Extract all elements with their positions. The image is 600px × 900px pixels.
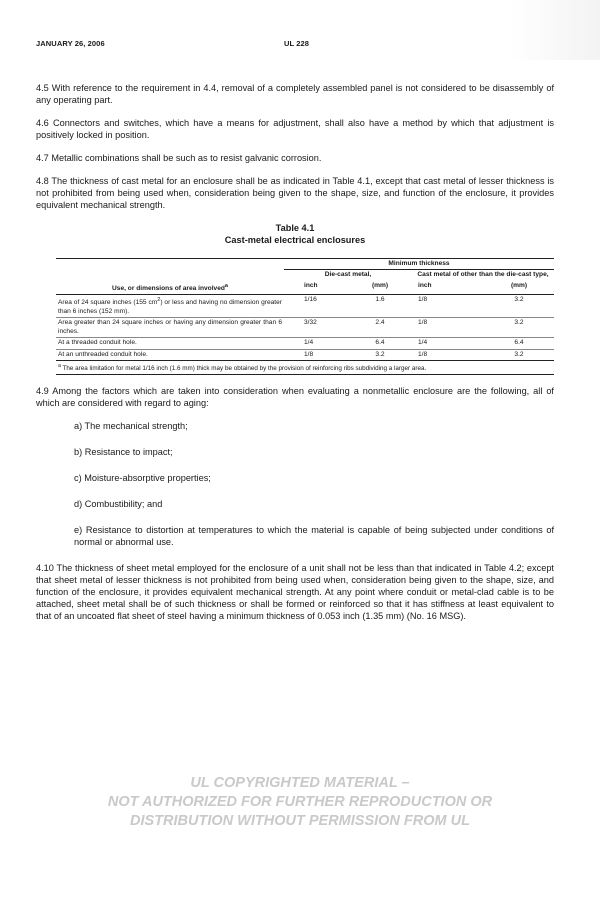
- row-die-inch: 1/16: [284, 295, 348, 318]
- table-row: [56, 349, 554, 360]
- row-other-mm: 3.2: [484, 349, 554, 360]
- footnote-text: The area limitation for metal 1/16 inch (1.6 mm) thick may be obtained by the provision of reinforcing ribs subdividing a larger area.: [62, 365, 427, 373]
- use-column-label: Use, or dimensions of area involved: [112, 285, 225, 292]
- row-use: At a threaded conduit hole.: [56, 338, 284, 349]
- row-use-text: Area of 24 square inches (155 cm: [58, 299, 158, 307]
- table-4-1: [56, 258, 554, 375]
- row-die-mm: 6.4: [348, 338, 412, 349]
- row-other-inch: 1/8: [412, 349, 484, 360]
- other-inch-header: inch: [412, 281, 484, 295]
- die-inch-header: inch: [284, 281, 348, 295]
- table-title: Cast-metal electrical enclosures: [224, 235, 366, 245]
- row-die-mm: 1.6: [348, 295, 412, 318]
- page-edge-shadow: [510, 0, 600, 60]
- table-heading: [36, 222, 554, 246]
- list-item: e) Resistance to distortion at temperatures to which the material is capable of being subjected under conditions of normal or abnormal use.: [74, 525, 554, 548]
- die-mm-header: (mm): [348, 281, 412, 295]
- die-cast-header: Die-cast metal,: [324, 271, 372, 279]
- list-item: a) The mechanical strength;: [74, 421, 188, 432]
- paragraph-4-9: 4.9 Among the factors which are taken into consideration when evaluating a nonmetallic enclosure are the following, all of which are considered with regard to aging:: [36, 386, 554, 409]
- table-number: Table 4.1: [275, 223, 315, 233]
- body-text: [36, 82, 554, 633]
- row-other-inch: 1/8: [412, 295, 484, 318]
- row-die-mm: 2.4: [348, 318, 412, 338]
- watermark-line-1: UL COPYRIGHTED MATERIAL –: [190, 775, 410, 791]
- header-date: JANUARY 26, 2006: [36, 39, 105, 48]
- row-other-mm: 6.4: [484, 338, 554, 349]
- paragraph-4-10: 4.10 The thickness of sheet metal employed for the enclosure of a unit shall not be less than that indicated in Table 4.2; except that sheet metal of lesser thickness is not prohibited from being used when, consideration being given to the shape, size, and function of the enclosure, it provides equivalent mechanical strength. At any point where conduit or metal-clad cable is to be attached, sheet metal shall be of such thickness or shall be formed or reinforced so that it has stiffness at least equivalent to that of an uncoated flat sheet of steel having a minimum thickness of 0.053 inch (1.35 mm) (No. 16 MSG).: [36, 563, 554, 622]
- table-row: [56, 338, 554, 349]
- footnote-marker: a: [58, 363, 61, 370]
- footnote-marker: a: [224, 282, 228, 289]
- paragraph-4-7: 4.7 Metallic combinations shall be such as to resist galvanic corrosion.: [36, 153, 322, 163]
- other-cast-header: Cast metal of other than the die-cast type,: [417, 271, 549, 279]
- row-use: At an unthreaded conduit hole.: [56, 349, 284, 360]
- table-row: [56, 295, 554, 318]
- table-footnote: [56, 361, 554, 375]
- header-standard: UL 228: [284, 39, 310, 48]
- row-use: Area greater than 24 square inches or having any dimension greater than 6 inches.: [56, 318, 284, 338]
- row-die-inch: 3/32: [284, 318, 348, 338]
- table-footnote-row: [56, 361, 554, 375]
- row-die-inch: 1/4: [284, 338, 348, 349]
- row-use-superscript: 2: [157, 297, 161, 304]
- row-other-inch: 1/8: [412, 318, 484, 338]
- list-item: b) Resistance to impact;: [74, 447, 173, 458]
- factors-list: [74, 420, 554, 548]
- other-mm-header: (mm): [484, 281, 554, 295]
- table-header-spacer-2: [56, 270, 284, 281]
- list-item: c) Moisture-absorptive properties;: [74, 473, 211, 484]
- copyright-watermark: [0, 774, 600, 831]
- watermark-line-2: NOT AUTHORIZED FOR FURTHER REPRODUCTION OR: [107, 794, 493, 810]
- row-die-mm: 3.2: [348, 349, 412, 360]
- table-group-header: Minimum thickness: [284, 259, 554, 270]
- row-use: [56, 295, 284, 318]
- table-4-1-block: [36, 222, 554, 375]
- use-column-header: [56, 281, 284, 295]
- paragraph-4-6: 4.6 Connectors and switches, which have a means for adjustment, shall also have a method by which that adjustment is positively locked in position.: [36, 118, 554, 140]
- table-header-spacer: [56, 259, 284, 270]
- watermark-line-3: DISTRIBUTION WITHOUT PERMISSION FROM UL: [130, 813, 470, 829]
- row-use-text-end: ) or less and having no dimension greater than 6 inches (152 mm).: [58, 299, 282, 315]
- row-other-mm: 3.2: [484, 295, 554, 318]
- table-row: [56, 318, 554, 338]
- list-item: d) Combustibility; and: [74, 499, 163, 510]
- paragraph-4-5: 4.5 With reference to the requirement in 4.4, removal of a completely assembled panel is not considered to be disassembly of any operating part.: [36, 83, 554, 105]
- paragraph-4-8: 4.8 The thickness of cast metal for an enclosure shall be as indicated in Table 4.1, except that cast metal of lesser thickness is not prohibited from being used when, consideration being given to the shape, size, and function of the enclosure, it provides equivalent mechanical strength.: [36, 176, 554, 210]
- row-other-mm: 3.2: [484, 318, 554, 338]
- row-other-inch: 1/4: [412, 338, 484, 349]
- row-die-inch: 1/8: [284, 349, 348, 360]
